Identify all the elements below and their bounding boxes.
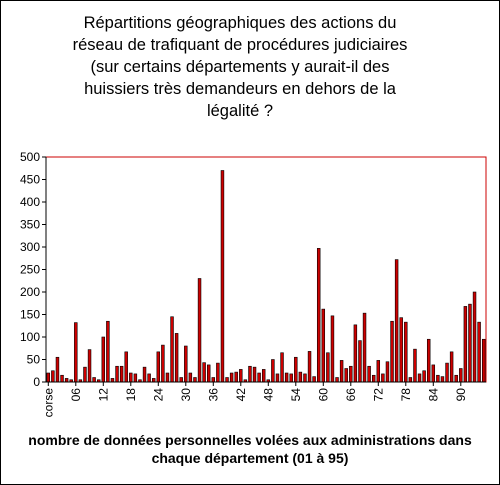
y-tick-label: 150 [19,307,40,322]
bar-18 [129,373,132,382]
x-tick-label: 24 [151,388,166,402]
bar-94 [478,322,481,382]
bar-37 [216,363,219,382]
bar-13 [106,321,109,382]
bar-64 [340,360,343,382]
bar-group [47,171,485,383]
bar-49 [271,360,274,383]
y-tick-label: 0 [33,375,40,389]
bar-09 [88,350,91,382]
bar-10 [93,378,96,383]
bar-84 [432,365,435,382]
x-tick-label: 48 [261,388,276,402]
bar-62 [331,316,334,382]
bar-67 [354,325,357,382]
bar-52 [285,373,288,382]
bar-55 [299,372,302,382]
bar-50 [276,374,279,382]
bar-19 [134,374,137,382]
bar-41 [235,372,238,382]
bar-71 [372,375,375,382]
bar-02 [56,357,59,382]
bar-54 [294,357,297,382]
bar-63 [336,378,339,383]
bar-88 [450,352,453,382]
bar-36 [212,378,215,383]
y-tick-label: 300 [19,240,40,254]
y-tick-label: 200 [19,285,40,299]
x-tick-label: 12 [96,388,111,402]
bar-06 [74,323,77,382]
bar-82 [423,371,426,382]
bar-25 [161,345,164,382]
bar-57 [308,351,311,382]
y-tick-label: 400 [19,195,40,209]
bar-28 [175,333,178,382]
bar-86 [441,377,444,382]
bar-87 [446,363,449,382]
bar-26 [166,373,169,382]
bar-14 [111,378,114,382]
bar-34 [203,363,206,382]
y-tick-label: 500 [19,150,40,164]
bar-66 [349,366,352,382]
bar-45 [253,367,256,382]
bar-12 [102,337,105,382]
bar-70 [368,366,371,382]
x-tick-label: 66 [343,388,358,402]
x-tick-label: 78 [398,388,413,402]
x-tick-label: 42 [233,388,248,402]
bar-33 [198,279,201,383]
x-tick-label: 18 [123,388,138,402]
bar-08 [84,367,87,382]
bar-81 [418,374,421,382]
bar-80 [414,349,417,382]
bar-01 [51,371,54,382]
bar-78 [404,322,407,382]
x-tick-label: 84 [426,388,441,402]
bar-47 [262,369,265,382]
x-tick-label: 72 [371,388,386,402]
bar-90 [459,369,462,383]
bar-44 [249,366,252,382]
bar-21 [143,367,146,382]
y-tick-label: 100 [19,330,40,344]
bar-16 [120,366,123,382]
bar-46 [258,373,261,382]
bar-31 [189,373,192,382]
bar-59 [317,248,320,382]
bar-89 [455,375,458,382]
bar-29 [180,378,183,383]
x-tick-label: corse [41,388,56,418]
bar-04 [65,378,68,382]
y-tick-label: 350 [19,217,40,232]
bar-58 [313,377,316,382]
bar-03 [61,375,64,382]
x-tick-label: 06 [68,388,83,402]
bar-24 [157,352,160,382]
plot-area-border [46,157,486,382]
bar-38 [221,171,224,383]
bar-51 [281,353,284,382]
chart-title: Répartitions géographiques des actions du réseau de trafiquant de procédures judiciaires (sur certains départements y aurait-il des huissiers très demandeurs en dehors de la légalité ? [72,14,408,120]
bar-23 [152,378,155,382]
x-tick-label: 90 [453,388,468,402]
y-tick-label: 50 [26,352,40,367]
bar-22 [148,374,151,382]
bar-85 [436,375,439,382]
y-tick-label: 250 [19,262,40,277]
bar-42 [239,369,242,382]
bar-60 [322,309,325,382]
bar-68 [359,341,362,382]
bar-30 [184,346,187,382]
bar-77 [400,318,403,382]
bar-93 [473,292,476,382]
bar-32 [194,378,197,383]
bar-74 [386,362,389,382]
bar-61 [326,353,329,382]
x-tick-label: 54 [288,388,303,402]
bar-17 [125,352,128,382]
bar-65 [345,369,348,383]
bar-corse [47,373,50,382]
bar-39 [226,378,229,383]
bar-72 [377,360,380,382]
bar-27 [171,317,174,382]
x-tick-label: 30 [178,388,193,402]
y-tick-label: 450 [19,172,40,187]
bar-95 [482,339,485,382]
bar-91 [464,306,467,382]
bar-40 [230,373,233,382]
bar-83 [427,339,430,382]
x-axis-label: nombre de données personnelles volées aux administrations dans chaque département (01 à 95) [28,432,472,466]
bar-75 [391,321,394,382]
bar-92 [469,304,472,382]
x-tick-label: 60 [316,388,331,402]
bar-69 [363,313,366,382]
bar-79 [409,378,412,383]
x-tick-label: 36 [206,388,221,402]
bar-53 [290,374,293,382]
bar-35 [207,365,210,382]
bar-76 [395,260,398,382]
bar-73 [381,374,384,382]
bar-15 [116,366,119,382]
bar-56 [304,374,307,382]
